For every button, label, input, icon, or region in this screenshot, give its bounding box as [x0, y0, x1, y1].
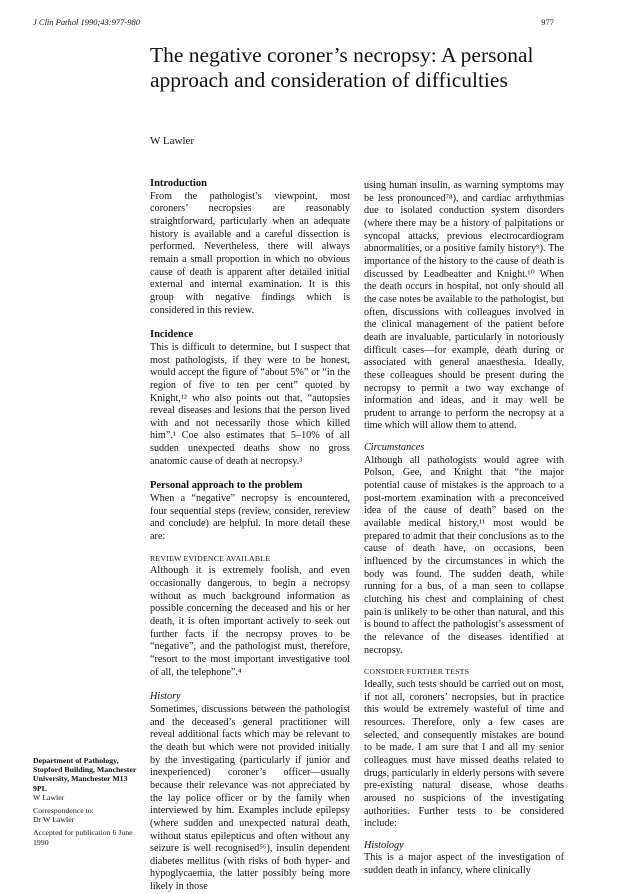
introduction-text: From the pathologist’s viewpoint, most coroners’ necropsies are reasonably straightforward, particularly when an adequate history is available and a careful dissection is performed. Nevertheless, there will always remain a small proportion in which no obvious cause of death is apparent after detailed initial external and internal examination. It is this group with negative findings which is considered in this review. — [150, 190, 350, 316]
correspondence-label: Correspondence to: — [33, 806, 94, 816]
article-title: The negative coroner’s necropsy: A personal approach and consideration of difficulties — [150, 43, 534, 92]
affiliation-department: Department of Pathology, Stopford Building, Manchester University, Manchester M13 9PL — [33, 756, 137, 793]
consider-tests-text: Ideally, such tests should be carried out on most, if not all, coroners’ necropsies, but in practice this would be extremely wasteful of time and resources. Therefore, only a few cases are selected, and consequently mistakes are bound to be made. I am sure that I and all my senior colleagues must have missed deaths related to drugs, particularly in elderly persons with severe pre-existing natural disease, whose deaths aroused no suspicions of the investigating authorities. Further tests to be considered include: — [364, 678, 564, 830]
incidence-text: This is difficult to determine, but I suspect that most pathologists, if they were to be honest, would accept the figure of “about 5%” or “in the region of five to ten per cent” quoted by Knight,¹² who also points out that, “autopsies reveal diseases and lesions that the person lived with and not necessarily those which killed him”.¹ Coe also estimates that 5–10% of all sudden unexpected deaths show no gross anatomic cause of death at necropsy.³ — [150, 341, 350, 467]
personal-approach-text: When a “negative” necropsy is encountered, four sequential steps (review, consider, rereview and conclude) are helpful. In more detail these are: — [150, 493, 350, 543]
subheading-consider-tests: CONSIDER FURTHER TESTS — [364, 667, 470, 677]
section-heading-introduction: Introduction — [150, 178, 207, 189]
subheading-circumstances: Circumstances — [364, 442, 425, 454]
author-affiliation — [33, 756, 143, 847]
history-continued-text: using human insulin, as warning symptoms may be less pronounced⁷⁸), and cardiac arrhythmias due to isolated conduction system disorders (where there may be a history of palpitations or syncopal attacks, previous electrocardiogram abnormalities, or a positive family history⁹). The importance of the history to the cause of death is discussed by Leadbeatter and Knight.¹⁰ When the death occurs in hospital, not only should all the case notes be available to the pathologist, but often, discussions with colleagues involved in the clinical management of the patient before death are invaluable, particularly in notoriously difficult cases—for example, death during or associated with general anaesthesia. Ideally, these colleagues should be present during the necropsy to permit a two way exchange of information and ideas, and it may well be prudent to arrange to perform the necropsy at a time which will allow them to attend. — [364, 180, 564, 432]
correspondence-name: Dr W Lawler — [33, 815, 75, 825]
circumstances-text: Although all pathologists would agree with Polson, Gee, and Knight that “the major potential cause of mistakes is the approach to a post-mortem examination with a preconceived idea of the cause of death” based on the available medical history,¹¹ most would be prepared to admit that their conclusions as to the cause of death have, on occasions, been influenced by the circumstances in which the body was found. The sudden death, while running for a bus, of a man seen to collapse clutching his chest and complaining of chest pain is unlikely to be other than natural, and this is bound to affect the pathologist’s assessment of the relevance of the diseases identified at necropsy. — [364, 454, 564, 656]
section-heading-incidence: Incidence — [150, 329, 194, 341]
journal-citation: J Clin Pathol 1990;43:977-980 — [33, 17, 140, 27]
accepted-date: Accepted for publication 6 June 1990 — [33, 828, 133, 847]
page-number: 977 — [541, 17, 554, 27]
column-left — [150, 178, 350, 894]
subheading-histology: Histology — [364, 839, 404, 851]
article-author: W Lawler — [150, 135, 195, 147]
review-evidence-text: Although it is extremely foolish, and even occasionally dangerous, to begin a necropsy without as much background information as possible concerning the deceased and his or her death, it is often important actively to seek out further facts if the necropsy proves to be “negative”, and the pathologist must, therefore, “resort to the most important investigative tool of all, the telephone”.⁴ — [150, 565, 350, 678]
column-right — [364, 180, 564, 878]
affiliation-author: W Lawler — [33, 792, 65, 802]
subheading-history: History — [150, 691, 181, 703]
subheading-review-evidence: REVIEW EVIDENCE AVAILABLE — [150, 553, 271, 563]
histology-text: This is a major aspect of the investigation of sudden death in infancy, where clinically — [364, 852, 564, 877]
section-heading-personal-approach: Personal approach to the problem — [150, 480, 303, 492]
history-text: Sometimes, discussions between the pathologist and the deceased’s general practitioner will reveal additional facts which may be relevant to the death but which were not provided initially by the investigating (particularly if junior and inexperienced) coroner’s officer—usually because their relevance was not appreciated by the lay police officer or by the family when interviewed by him. Examples include epilepsy (where sudden and unexpected natural death, without status epilepticus and often without any seizure is well recognised⁵⁶), insulin dependent diabetes mellitus (with risks of both hyper- and hypoglycaemia, the latter possibly being more likely in those — [150, 703, 350, 893]
